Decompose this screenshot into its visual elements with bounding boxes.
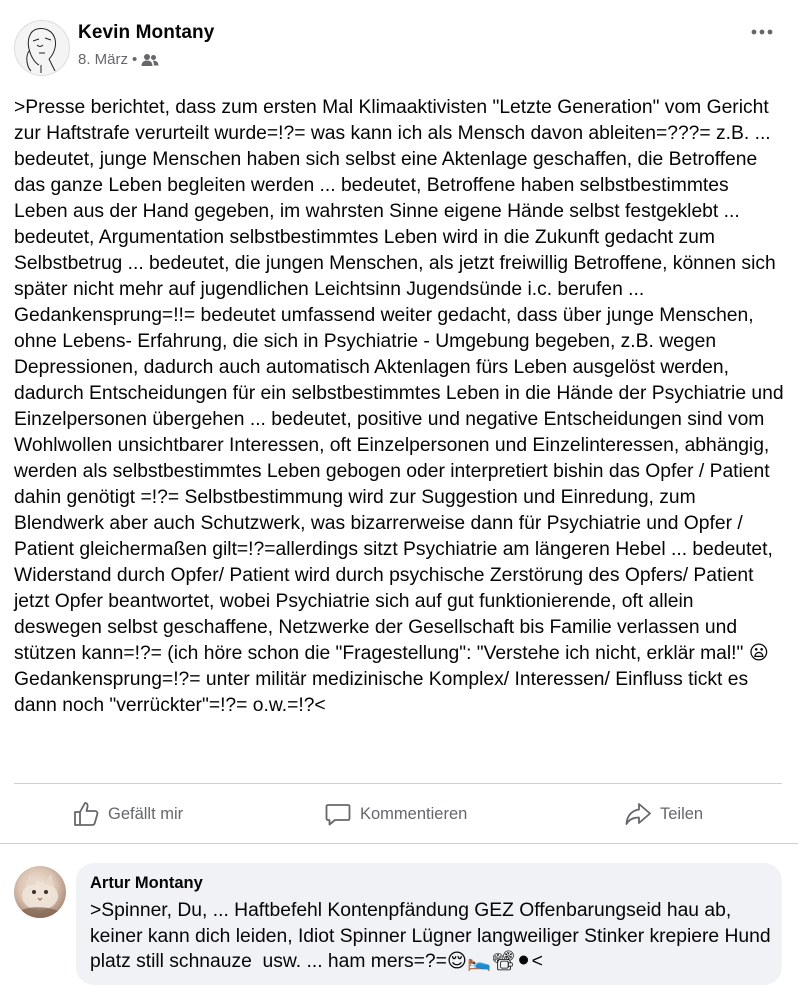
- author-avatar[interactable]: [14, 20, 70, 76]
- comment-author-name[interactable]: Artur Montany: [90, 874, 203, 892]
- share-label: Teilen: [660, 804, 704, 823]
- like-button[interactable]: [72, 798, 183, 830]
- post-date[interactable]: 8. März: [78, 51, 129, 68]
- divider: [0, 843, 798, 844]
- share-arrow-icon: [624, 800, 652, 828]
- post-header: [0, 0, 798, 85]
- friends-icon: [141, 53, 159, 67]
- comment-bubble-icon: [324, 800, 352, 828]
- comment-text: >Spinner, Du, ... Haftbefehl Kontenpfändung GEZ Offenbarungseid hau ab, keiner kann dich leiden, Idiot Spinner Lügner langweiliger Stinker krepiere Hund platz still schnauze usw. ... ham mers=?=😌🛌📽⚫<: [90, 900, 776, 972]
- comment-bubble: [76, 863, 782, 985]
- post-actions: [0, 790, 798, 838]
- thumbs-up-icon: [72, 800, 100, 828]
- cat-photo-icon: [14, 866, 66, 918]
- post-meta: [78, 51, 159, 68]
- divider: [14, 783, 782, 784]
- comment-label: Kommentieren: [360, 804, 468, 823]
- commenter-avatar[interactable]: [14, 866, 66, 918]
- like-label: Gefällt mir: [108, 804, 184, 823]
- more-options-button[interactable]: [750, 22, 774, 42]
- meta-separator: •: [132, 51, 138, 68]
- post-author-name[interactable]: Kevin Montany: [78, 22, 215, 43]
- comment-button[interactable]: [324, 798, 467, 830]
- post-text: >Presse berichtet, dass zum ersten Mal Klimaaktivisten "Letzte Generation" vom Gericht zur Haftstrafe verurteilt wurde=!?= was kann ich als Mensch davon ableiten=???= z.B. ... bedeutet, junge Menschen haben sich selbst eine Aktenlage geschaffen, die Betroffene das ganze Leben begleiten werden ... bedeutet, Betroffene haben selbstbestimmtes Leben aus der Hand gegeben, im wahrsten Sinne eigene Hände selbst festgeklebt ... bedeutet, Argumentation selbstbestimmtes Leben wird in die Zukunft gedacht zum Selbstbetrug ... bedeutet, die jungen Menschen, als jetzt freiwillig Betroffene, können sich später nicht mehr auf jugendlichen Leichtsinn Jugendsünde i.c. berufen ... Gedankensprung=!!= bedeutet umfassend weiter gedacht, dass über junge Menschen, ohne Lebens- Erfahrung, die sich in Psychiatrie - Umgebung begeben, z.B. wegen Depressionen, dadurch auch automatisch Aktenlagen fürs Leben ausgelöst werden, dadurch Entscheidungen für ein selbstbestimmtes Leben in die Hände der Psychiatrie und Einzelpersonen übergehen ... bedeutet, positive und negative Entscheidungen sind vom Wohlwollen unsichtbarer Interessen, oft Einzelpersonen und Einzelinteressen, abhängig, werden als selbstbestimmtes Leben gebogen oder interpretiert bishin das Opfer / Patient dahin genötigt =!?= Selbstbestimmung wird zur Suggestion und Einredung, zum Blendwerk aber auch Schutzwerk, was bizarrerweise dann für Psychiatrie und Opfer / Patient gleichermaßen gilt=!?=allerdings sitzt Psychiatrie am längeren Hebel ... bedeutet, Widerstand durch Opfer/ Patient wird durch psychische Zerstörung des Opfers/ Patient jetzt Opfer beantwortet, wobei Psychiatrie sich auf gut funktionierende, oft allein deswegen selbst geschaffene, Netzwerke der Gesellschaft bis Familie verlassen und stützen kann=!?= (ich höre schon die "Fragestellung": "Verstehe ich nicht, erklär mal!" 😦 Gedankensprung=!?= unter militär medizinische Komplex/ Interessen/ Einfluss tickt es dann noch "verrückter"=!?= o.w.=!?<: [14, 97, 789, 716]
- share-button[interactable]: [624, 798, 703, 830]
- more-dots-icon: [750, 22, 774, 42]
- sketch-portrait-icon: [15, 21, 69, 75]
